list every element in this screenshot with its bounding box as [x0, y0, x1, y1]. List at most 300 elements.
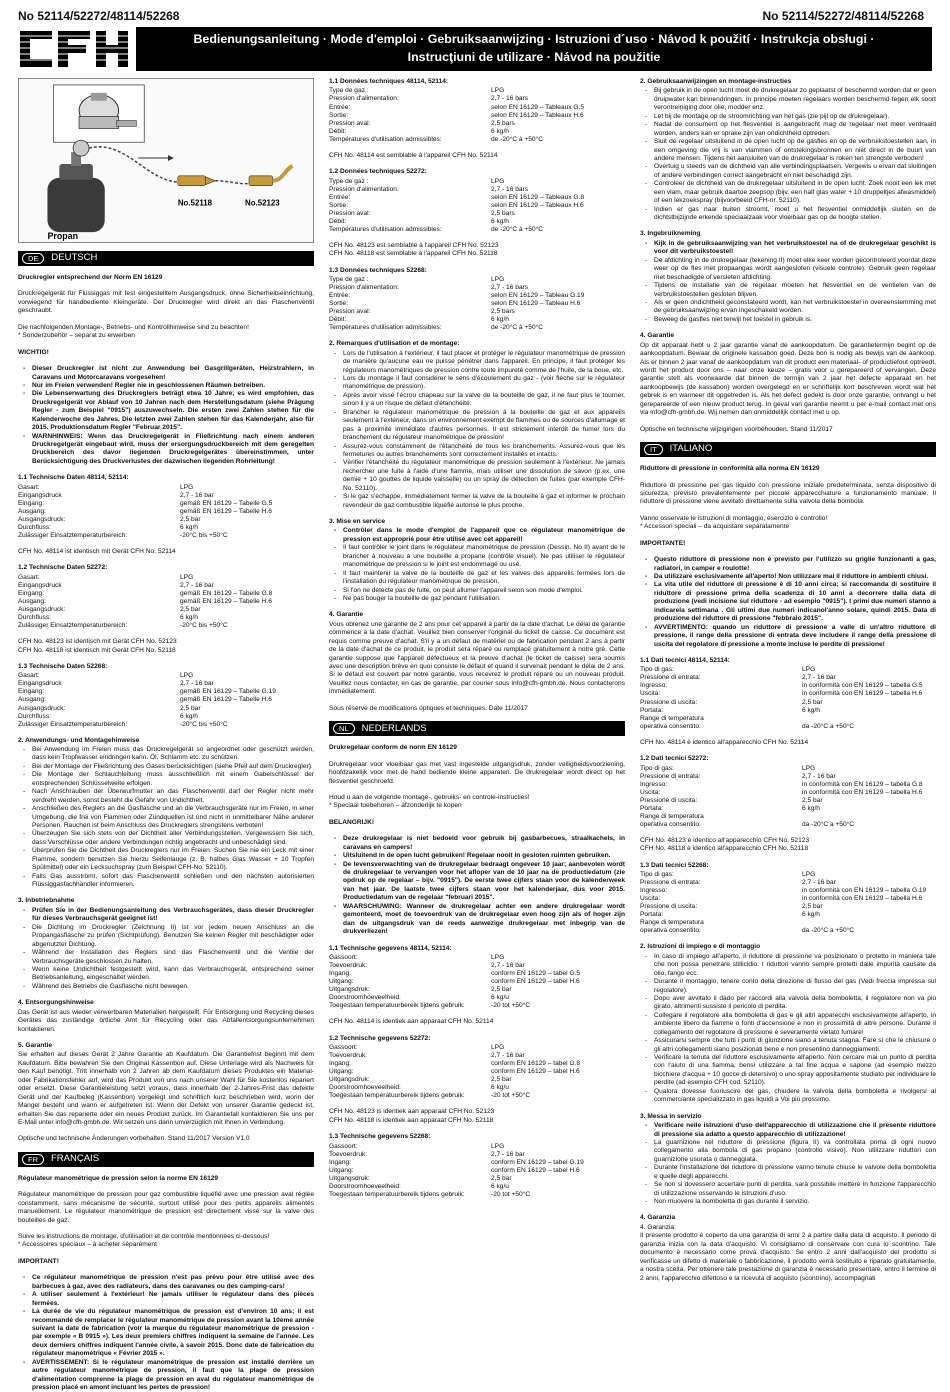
spec-value: LPG — [491, 276, 505, 284]
spec-value: selon EN 16129 – Tableau H.6 — [491, 300, 581, 308]
spec-row — [329, 104, 625, 112]
spec-key: Ausgang: — [18, 507, 46, 515]
spec-note: CFH No. 48123 is identiek aan apparaat CFH No. 52123 — [329, 1108, 495, 1116]
spec-key: Uitgangsdruk: — [329, 986, 370, 994]
spec-row — [329, 194, 625, 202]
spec-title: 1.3 Données techniques 52268: — [329, 266, 427, 274]
spec-note: CFH No. 48123 est semblable à l'appareil CFH No. 52123 — [329, 241, 499, 249]
spec-row — [329, 87, 625, 95]
spec-value: -20°C bis +50°C — [180, 622, 228, 630]
spec-value: 6 kg/h — [802, 706, 820, 714]
language-name: FRANÇAIS — [51, 1153, 100, 1165]
spec-key: Ausgangsdruck: — [18, 515, 66, 523]
section-4-title: 4. Entsorgungshinweise — [18, 999, 94, 1007]
document-number-right: No 52114/52272/48114/52268 — [762, 9, 924, 23]
section-3-bold-list — [329, 527, 625, 544]
language-name: NEDERLANDS — [361, 722, 427, 734]
spec-key: Entrée: — [329, 193, 351, 201]
spec-table — [329, 954, 625, 1010]
section-3-list-item: - Durante l'installazione del riduttore di pressione vanno tenute chiuse le valvole della bomboletta e quelle degli apparecchi. — [640, 1164, 936, 1181]
spec-key: Pressione di uscita: — [640, 698, 698, 706]
spec-key: Toevoerdruk: — [329, 962, 368, 969]
warning-list-item: - Da utilizzare esclusivamente all'aperto! Non utilizzare mai il riduttore in ambienti chiusi. — [640, 573, 936, 581]
spec-notes — [18, 548, 314, 556]
section-3-list-item: - De afdichting in de drukregelaar (tekening II) moet elke keer worden gecontroleerd voordat deze weer op de fles met propaangas wordt aangesloten (visuele controle). Gebruik geen regelaar met beschadigde of versleten afdichting. — [640, 257, 936, 282]
spec-key: operativa consentito: — [640, 927, 701, 935]
spec-row — [640, 707, 936, 715]
section-francais-continued — [329, 78, 625, 713]
spec-notes — [640, 739, 936, 747]
spec-key: Type de gaz : — [329, 276, 369, 284]
section-3-list — [640, 1139, 936, 1207]
section-2-list-item: - Falls Gas ausströmt, sofort das Flaschenventil schließen und den nächsten autorisierten Flüssiggasfachhändler informieren. — [18, 873, 314, 890]
language-badge: IT — [644, 444, 663, 455]
intro-notes: Die nachfolgenden Montage-, Betriebs- und Kontrollhinweise sind zu beachten! * Sonderzubehör – separat zu erwerben — [18, 323, 249, 340]
section-2-list-item: - Controleer de dichtheid van de drukregelaar uitsluitend in de open lucht. Zoek nooit een lek met een vlam, maar gebruik daartoe zeepsop (bijv. een half glas water + 10 druppeltjes afwasmiddel) of een lekzoekspray (bijvoorbeeld CFH-nr. 52110). — [640, 180, 936, 205]
spec-row — [18, 532, 314, 540]
spec-key: Pressione di uscita: — [640, 903, 698, 911]
spec-row — [329, 1068, 625, 1076]
warning-list-item: - Die Lebenserwartung des Druckreglers beträgt etwa 10 Jahre; es wird empfohlen, das Druckregelgerät vor Ablauf von 10 Jahren nach dem Herstellungsdatum (siehe Prägung Regler - zum Beispiel "0915") auszuwechseln. Die ersten zwei Zahlen stehen für die Kalenderwoche des Jahres. Die letzten zwei Zahlen stehen für das Kalenderjahr, also für 2015. Produktionsdatum Regler "Februar 2015". — [18, 390, 314, 432]
spec-value: de -20°C à +50°C — [491, 225, 544, 233]
spec-value: 2,7 - 16 bars — [491, 284, 529, 292]
spec-value: LPG — [491, 87, 505, 95]
section-2-list-item: - Si le gaz s'échappe, immédiatement fermer la valve de la bouteille à gaz et informer le prochain revendeur de gaz combustible liquéfié autorisé le plus proche. — [329, 493, 625, 510]
spec-key: Entrée: — [329, 292, 351, 300]
spec-row — [18, 680, 314, 688]
section-3-list-item: - Als er geen ondichtheid geconstateerd wordt, kan het verbruikstoestel in overeenstemming met de gebruiksaanwijzing ervan ingeschakeld worden. — [640, 299, 936, 316]
warning-heading: BELANGRIJK! — [329, 818, 375, 826]
spec-key: Portata: — [640, 706, 664, 714]
spec-key: Pression d'alimentation: — [329, 284, 399, 292]
spec-value: -20 tot +50°C — [491, 1002, 531, 1010]
section-2-list-item: - Assurez-vous constamment de l'étanchéité de tous les branchements. Assurez-vous que les fermetures ou autres branchements sont correctement installés et intacts. — [329, 443, 625, 460]
spec-value: selon EN 16129 – Tableau G.19 — [491, 292, 585, 300]
spec-table — [640, 765, 936, 829]
spec-key: Températures d'utilisation admissibles: — [329, 135, 442, 143]
spec-row — [329, 226, 625, 234]
spec-value: 6 kg/h — [180, 614, 198, 621]
spec-key: Ingresso: — [640, 887, 668, 895]
language-header-nl — [329, 721, 625, 736]
spec-row — [329, 1167, 625, 1175]
section-2-list-item: - Brancher le régulateur manométrique de pression à la bouteille de gaz et aux appareils seulement à l'extérieur, dans un environnement exempt de flammes ou de sources d'allumage et pas à proximité immédiate d'autres personnes. Il est strictement interdit de fumer lors du branchement du régulateur manométrique de pression! — [329, 409, 625, 443]
spec-value: conform EN 16129 – tabel H.6 — [491, 1166, 580, 1174]
spec-key: Zulässiger Einsatztemperaturbereich: — [18, 531, 128, 539]
spec-key: Type de gaz : — [329, 177, 369, 185]
spec-row — [329, 316, 625, 324]
spec-key: Pressione di entrata: — [640, 772, 701, 780]
section-3-bold-list-item: - Verificare nelle istruzioni d'uso dell'apparecchio di utilizzazione che il presente riduttore di pressione sia adatto a questo apparecchio di utilizzazione! — [640, 1122, 936, 1139]
spec-row — [329, 186, 625, 194]
spec-row — [640, 715, 936, 723]
spec-table — [329, 276, 625, 332]
warning-list-item: - La vita utile del riduttore di pressione è di 10 anni circa; si raccomanda di sostituire il riduttore di pressione prima della scadenza di 10 anni a decorrere dalla data di produzione (vedi incisione sul riduttore - ad esempio "0915"). I primi due numeri stanno a indicarela settimana . Gli ultimi due numeri indicanol'anno solare, quindi 2015. Data di produzione del riduttore di pressione "febbraio 2015". — [640, 581, 936, 623]
spec-value: in conformità con EN 16129 – tabella H.6 — [802, 690, 923, 698]
spec-key: Gasart: — [18, 573, 40, 581]
spec-value: -20°C bis +50°C — [180, 531, 228, 539]
spec-row — [640, 723, 936, 731]
spec-key: Sortie: — [329, 111, 349, 119]
section-3-bold-list-item: - Prüfen Sie in der Bedienungsanleitung des Verbrauchsgerätes, dass dieser Druckregler für dieses Verbrauchsgerät geeignet ist! — [18, 907, 314, 924]
spec-table — [640, 666, 936, 730]
spec-key: Pressione di entrata: — [640, 674, 701, 682]
spec-row — [640, 927, 936, 935]
spec-row — [640, 871, 936, 879]
section-3-list-item: - Tijdens de installatie van de regelaar moeten het flesventiel en de ventielen van de verbruikstoestellen gesloten blijven. — [640, 282, 936, 299]
spec-value: in conformità con EN 16129 – tabella G.5 — [802, 682, 923, 690]
spec-key: Ausgangsdruck: — [18, 704, 66, 712]
spec-value: 2,5 bar — [491, 986, 512, 994]
spec-note: CFH No. 48118 is identiek aan apparaat CFH No. 52118 — [329, 1116, 494, 1124]
intro-notes: Vanno osservate le istruzioni di montaggio, esercizio e controllo! * Accessori speciali – da acquistare separatamente — [640, 514, 828, 531]
spec-value: de -20°C à +50°C — [491, 324, 544, 332]
spec-value: conform EN 16129 – tabel H.6 — [491, 978, 580, 986]
spec-key: Eingangsdruck — [18, 491, 62, 499]
spec-key: Uitgang: — [329, 1166, 354, 1174]
section-2-list-item: - Qualora dovesse fuoriuscire del gas, chiudere la valvola della bomboletta e rivolgersi al commerciante specializzato in gas liquidi a Voi più prossimo. — [640, 1088, 936, 1105]
warning-list-item: - Questo riduttore di pressione non è previsto per l'utilizzo su griglie funzionanti a gas, radiatori, in camper e roulotte! — [640, 556, 936, 573]
section-4-title: 4. Garanzia — [640, 1214, 676, 1222]
spec-key: Ingang: — [329, 1060, 351, 1068]
section-3-title: 3. Messa in servizio — [640, 1112, 702, 1120]
section-3-list-item: - Während des Betriebs die Gasflasche nicht bewegen. — [18, 983, 314, 991]
footer-note: Sous réserve de modifications optiques et techniques. Date 11/2017 — [329, 704, 528, 712]
spec-key: Type de gaz : — [329, 87, 369, 95]
language-name: ITALIANO — [669, 443, 713, 455]
section-nederlands-continued — [640, 78, 936, 434]
spec-row — [640, 674, 936, 682]
spec-value: conform EN 16129 – tabel H.6 — [491, 1068, 580, 1076]
spec-notes — [18, 638, 314, 655]
section-3-title: 3. Inbetriebnahme — [18, 897, 75, 905]
section-3-list-item: - Non muovere la bomboletta di gas durante il servizio. — [640, 1198, 936, 1206]
section-2-list-item: - Après avoir vissé l'écrou chapeau sur la valve de la bouteille de gaz, il ne faut plus le tourner, sinon il y a un risque de défaut d'étanchéité. — [329, 392, 625, 409]
spec-row — [640, 911, 936, 919]
spec-value: 6 kg/h — [491, 127, 509, 135]
spec-key: Températures d'utilisation admissibles: — [329, 324, 442, 332]
spec-row — [329, 300, 625, 308]
spec-key: Toegestaan temperatuurbereik tijdens gebruik: — [329, 1190, 465, 1198]
section-francais — [18, 1152, 314, 1392]
spec-note: CFH No. 48118 è identico all'apparecchio CFH No. 52118 — [640, 845, 809, 853]
section-3-list-item: - Die Dichtung im Druckregler (Zeichnung II) ist vor jedem neuen Anschluss an die Propangasflasche zu prüfen (Sichtprüfung). Benutzen Sie keinen Regler mit beschädigter oder abgenutzter Dichtung. — [18, 924, 314, 949]
spec-key: Ingresso: — [640, 682, 668, 690]
section-2-list-item: - Assicurarsi sempre che tutti i punti di giunzione siano a tenuta stagna. Fare sì che le chiusure o gli altri collegamenti siano posizionati bene e non presentino danneggiamenti. — [640, 1037, 936, 1054]
section-2-list-item: - Verificare la tenuta del riduttore esclusivamente all'aperto. Non cercare mai un punto di perdita con l'aiuto di una fiamma, bensì utilizzare a tal fine acqua e sapone (ad esempio mezzo bicchiere d'acqua + 10 gocce di detersivo) o uno spray appositamente studiato per individuare le perdite (ad esempio CFH cod. 52110). — [640, 1054, 936, 1088]
spec-value: in conformità con EN 16129 – tabella H.6 — [802, 895, 923, 903]
section-2-list-item: - Überzeugen Sie sich stets von der Dichtheit aller Verbindungsstellen. Vergewissern Sie sich, dass Verschlüsse oder andere Verbindungen richtig angebracht und unbeschädigt sind. — [18, 830, 314, 847]
language-name: DEUTSCH — [51, 252, 98, 264]
banner-line-2: Instrucţiuni de utilizare · Návod na použitie — [407, 50, 661, 64]
spec-value: LPG — [491, 1044, 505, 1052]
spec-row — [18, 705, 314, 713]
intro-text: Drukregelaar voor vloeibaar gas met vast ingestelde uitgangsdruk, zonder veiligheidsvoorziening, hoofdzakelijk voor met de hand bediende kleine apparaten. De drukregelaar wordt direct op het flesventiel geschroefd. — [329, 760, 625, 785]
warning-list-item: - Nur im Freien verwenden! Regler nie in geschlossenen Räumen betreiben. — [18, 382, 314, 390]
section-2-list-item: - Lors de l'utilisation à l'extérieur, il faut placer et protéger le régulateur manométrique de pression de manière qu'aucune eau ne puisse pénétrer dans l'appareil. En principe, il faut protéger les régulateurs manométriques de pression contre toute impureté comme de l'huile, de la boue, etc. — [329, 350, 625, 375]
spec-value: 6 kg/h — [491, 217, 509, 225]
spec-table — [18, 672, 314, 728]
spec-value: 2,7 - 16 bar — [802, 879, 836, 887]
language-header-de — [18, 251, 314, 266]
section-3-bold-list-item: - Kijk in de gebruiksaanwijzing van het verbruikstoestel na of de drukregelaar geschikt is voor dit verbruikstoestel! — [640, 240, 936, 257]
warning-list — [18, 365, 314, 466]
spec-key: Tipo di gas: — [640, 764, 674, 772]
spec-key: Uitgang: — [329, 978, 354, 986]
spec-value: 2,5 bar — [802, 698, 823, 706]
spec-key: Pression aval: — [329, 308, 371, 316]
model-label-a: No.52118 — [177, 198, 213, 208]
spec-value: 2,7 - 16 bar — [491, 1052, 525, 1060]
spec-key: Toevoerdruk: — [329, 1150, 368, 1158]
spec-value: 6 kg/h — [180, 712, 198, 720]
spec-value: LPG — [491, 177, 505, 185]
spec-value: 2,5 bar — [180, 704, 201, 712]
section-2-list-item: - Bei Anwendung im Freien muss das Druckregelgerät so angeordnet oder geschützt werden, dass kein Tropfwasser eindringen kann. Öl, Schlamm etc. zu schützen. — [18, 746, 314, 763]
intro-notes: Suive les instructions de montage, d'utilisation et de contrôle mentionnées ci-dessous! * Accessoires spéciaux – à acheter séparément — [18, 1233, 270, 1249]
section-3-bold-list — [640, 1122, 936, 1139]
spec-value: LPG — [802, 764, 816, 772]
spec-row — [640, 919, 936, 927]
spec-title: 1.2 Données techniques 52272: — [329, 168, 427, 176]
section-3-list — [640, 257, 936, 325]
section-3-title: 3. Mise en service — [329, 518, 386, 526]
section-3-list-item: - Il faut contrôler le joint dans le régulateur manométrique de pression (Dessin. No II) avant de le brancher à nouveau à une bouteille à propane (contrôle visuel). Ne pas utiliser le régulateur manométrique de pression si le joint est endommagé ou usé. — [329, 544, 625, 569]
spec-value: da -20°C a +50°C — [802, 927, 855, 935]
spec-key: Pression aval: — [329, 209, 371, 217]
section-2-list-item: - Die Montage der Schlauchleitung muss ausschließlich mit einem Gabelschlüssel der entsprechenden Schlüsselweite erfolgen. — [18, 771, 314, 788]
spec-value: LPG — [180, 483, 194, 491]
spec-row — [329, 1052, 625, 1060]
spec-value: conform EN 16129 – tabel G.5 — [491, 970, 581, 978]
norm-title: Riduttore di pressione in conformità alla norma EN 16129 — [640, 465, 820, 473]
spec-key: Toegestaan temperatuurbereik tijdens gebruik: — [329, 1092, 465, 1100]
spec-value: LPG — [180, 573, 194, 581]
spec-key: Range di temperatura — [640, 919, 704, 927]
spec-value: da -20°C a +50°C — [802, 820, 855, 828]
spec-key: Ausgang: — [18, 597, 46, 605]
spec-row — [329, 128, 625, 136]
spec-row — [329, 1183, 625, 1191]
section-2-title: 2. Remarques d'utilisation et de montage: — [329, 340, 460, 348]
warning-list — [640, 556, 936, 649]
section-2-list — [640, 953, 936, 1105]
spec-notes — [329, 152, 625, 160]
spec-row — [329, 1076, 625, 1084]
product-illustration — [18, 78, 314, 243]
section-4-text: 4. Garanzia: Il presente prodotto è coperto da una garanzia di anni 2 a partire dalla data di acquisto. Il periodo di garanzia inizia con la data d'acquisto. Vi consigliamo di conservare con cura lo scontrino. Tale documento è necessario come prova d'acquisto. Se entro 2 anni dall'acquisto del prodotto si verificasse un difetto di materiale o fabbricazione, il prodotto verrà sostituito e riparato gratuitamente, a nostra scelta. Per ottenere tale prestazione di garanzia è necessario presentare, entro il termine di 2 anni, l'apparecchio difettoso e la ricevuta di acquisto (scontrino), accompagnati — [640, 1223, 936, 1282]
spec-row — [18, 721, 314, 729]
warning-list-item: - Ce régulateur manométrique de pression n'est pas prévu pour être utilisé avec des barbecues à gaz, avec des radiateurs, dans des caravanes ou des camping-cars! — [18, 1274, 314, 1291]
spec-value: -20 tot +50°C — [491, 1092, 531, 1100]
spec-value — [802, 813, 936, 821]
spec-key: Zulässiger Einsatztemperaturbereich: — [18, 720, 128, 728]
spec-key: Uscita: — [640, 788, 661, 796]
spec-row — [329, 1084, 625, 1092]
section-3-bold-list — [640, 240, 936, 257]
section-deutsch — [18, 251, 314, 1144]
spec-value: 2,5 bar — [802, 903, 823, 911]
section-2-list — [640, 87, 936, 222]
column-3 — [640, 78, 936, 1336]
spec-value: da -20°C a +50°C — [802, 722, 855, 730]
spec-row — [329, 112, 625, 120]
document-number-left: No 52114/52272/48114/52268 — [18, 9, 180, 23]
spec-value: LPG — [802, 871, 816, 879]
spec-row — [18, 598, 314, 606]
section-2-title: 2. Istruzioni di impiego e di montaggio — [640, 943, 761, 951]
spec-table — [18, 484, 314, 540]
spec-value: 2,5 bar — [491, 1076, 512, 1084]
spec-key: Doorstroomhoeveelheid: — [329, 1182, 401, 1190]
spec-key: Durchfluss: — [18, 614, 51, 621]
spec-value: selon EN 16129 – Tableaux H.6 — [491, 201, 584, 209]
spec-key: Débit: — [329, 316, 347, 324]
spec-title: 1.3 Technische gegevens 52268: — [329, 1133, 431, 1141]
spec-row — [329, 1175, 625, 1183]
spec-row — [329, 954, 625, 962]
spec-key: Eingang: — [18, 499, 45, 507]
spec-value: 2,7 - 16 bar — [491, 962, 525, 969]
spec-key: Tipo di gas: — [640, 871, 674, 879]
spec-key: Eingang: — [18, 688, 45, 696]
column-1 — [18, 78, 314, 1392]
section-3-bold-list — [18, 907, 314, 924]
warning-list-item: - La durée de vie du régulateur manométrique de pression est d'environ 10 ans; il est recommandé de remplacer le régulateur manométrique de pression avant la 10ème année suivant la date de fabrication (voir la marque du régulateur manométrique de pression - par exemple « B 0915 »). Les deux premiers chiffres indiquent la semaine de l'année. Les deux derniers chiffres indiquent l'année civile, à savoir 2015. Donc date de fabrication du régulateur manométrique « Février 2015 ». — [18, 1308, 314, 1359]
section-3-list — [329, 544, 625, 603]
spec-row — [329, 986, 625, 994]
spec-table — [329, 1143, 625, 1199]
spec-row — [329, 994, 625, 1002]
spec-row — [329, 120, 625, 128]
spec-row — [18, 614, 314, 622]
spec-key: Durchfluss: — [18, 523, 51, 531]
spec-key: Toegestaan temperatuurbereik tijdens gebruik: — [329, 1002, 465, 1010]
intro-text: Riduttore di pressione per gas liquido con pressione iniziale predeterminata, senza dispositivo di sicurezza, previsto prevalentemente per piccole apparecchiature a funzionamento manuale. Il riduttore di pressione viene avvitato direttamente sulla valvola della bombola. — [640, 481, 936, 506]
spec-value: gemäß EN 16129 – Tabelle G.5 — [180, 499, 273, 507]
spec-row — [329, 1143, 625, 1151]
spec-title: 1.1 Données techniques 48114, 52114: — [329, 78, 449, 85]
section-2-list — [18, 746, 314, 889]
spec-note: CFH No. 48114 est semblable à l'appareil CFH No. 52114 — [329, 151, 498, 159]
spec-title: 1.3 Technische Daten 52268: — [18, 662, 108, 670]
spec-key: Durchfluss: — [18, 712, 51, 720]
spec-key: Sortie: — [329, 201, 349, 209]
section-3-list-item: - Beweeg de gasfles niet terwijl het toestel in gebruik is. — [640, 316, 936, 324]
spec-value: 2,7 - 16 bar — [180, 680, 214, 688]
spec-value: conform EN 16129 – tabel G.19 — [491, 1158, 584, 1166]
spec-key: Pression d'alimentation: — [329, 95, 399, 103]
section-2-list-item: - In caso di impiego all'aperto, il riduttore di pressione va posizionato o protetto in maniera tale che non possa penetrare stillicidio. I riduttori vanno sempre protetti dalle impurità causate da olio, fango ecc. — [640, 953, 936, 978]
section-3-list-item: - Wenn keine Undichtheit festgestellt wird, kann das Verbrauchsgerät, entsprechend seiner Betriebsanleitung, eingeschaltet werden. — [18, 966, 314, 983]
section-2-list-item: - Overtuig u steeds van de dichtheid van alle verbindingsplaatsen. Vergewis u ervan dat sluitingen of andere verbindingen correct aangebracht en niet beschadigd zijn. — [640, 163, 936, 180]
spec-row — [329, 178, 625, 186]
spec-row — [329, 962, 625, 970]
spec-row — [329, 284, 625, 292]
spec-notes — [329, 1108, 625, 1125]
section-3-list-item: - Il faut maintenir la valve de la bouteille de gaz et les valves des appareils fermées lors de l'installation du régulateur manométrique de pression. — [329, 570, 625, 587]
spec-key: Eingang: — [18, 589, 45, 597]
spec-row — [18, 688, 314, 696]
spec-note: CFH No. 48114 ist identisch mit Gerät CFH No. 52114 — [18, 547, 176, 555]
warning-list-item: - WARNHINWEIS: Wenn das Druckregelgerät in Fließrichtung nach einem anderen Druckregelgerät eingebaut wird, muss der ersorgungsdruckbereich mit dem geregelten Druckbereich des davor liegenden Druckregelgerätes übereinstimmen, unter Berücksichtigung des Druckverlustes der dazwischen liegenden Rohrleitung! — [18, 433, 314, 467]
spec-title: 1.3 Dati tecnici 52268: — [640, 861, 709, 869]
spec-value: de -20°C à +50°C — [491, 135, 544, 143]
footer-note: Optische en technische wijzigingen voorbehouden. Stand 11/2017 — [640, 425, 833, 433]
spec-row — [640, 789, 936, 797]
spec-key: Range di temperatura — [640, 714, 704, 722]
spec-value: selon EN 16129 – Tableaux H.6 — [491, 111, 584, 119]
spec-key: Gassoort: — [329, 1044, 358, 1052]
spec-row — [329, 136, 625, 144]
title-banner — [136, 27, 932, 71]
spec-row — [329, 1060, 625, 1068]
spec-value: 2,5 bar — [491, 1174, 512, 1182]
column-2 — [329, 78, 625, 1336]
section-2-list-item: - Überprüfen Sie die Dichtheit des Druckreglers nur im Freien. Suchen Sie nie ein Leck mit einer Flamme, sondern benutzen Sie hierzu Seifenlauge (z. B. halbes Glas Wasser + 10 Tropfen Spülmittel) oder ein Lecksuchspray (zum Beispiel CFH-No. 52110). — [18, 847, 314, 872]
warning-list-item: - Uitsluitend in de open lucht gebruiken! Regelaar nooit in gesloten ruimten gebruiken. — [329, 852, 625, 860]
warning-list-item: - De levensverwachting van de drukregelaar bedraagt ongeveer 10 jaar; aanbevolen wordt de drukregelaar te vervangen voor het afloper van de 10 jaar na de productiedatum (zie opdruk op de regelaar – bijv. "0915"). De eerste twee cijfers staan voor de kalenderweek van het jaar. De laatste twee cijfers staan voor het kalenderjaar, dus voor 2015. Productiedatum van de regelaar "februari 2015". — [329, 861, 625, 903]
section-2-list-item: - Dopo aver avvitato il dado per raccordi alla valvola della bomboletta, il regolatore non va più girato, altrimenti sussiste il pericolo di perdita. — [640, 995, 936, 1012]
spec-title: 1.1 Dati tecnici 48114, 52114: — [640, 656, 730, 664]
section-5-title: 5. Garantie — [18, 1042, 53, 1050]
spec-value: LPG — [180, 672, 194, 680]
spec-title: 1.2 Dati tecnici 52272: — [640, 755, 709, 763]
spec-key: Pression d'alimentation: — [329, 185, 399, 193]
spec-row — [18, 492, 314, 500]
spec-row — [18, 516, 314, 524]
spec-note: CFH No. 48114 is identiek aan apparaat CFH No. 52114 — [329, 1018, 494, 1026]
warning-heading: WICHTIG! — [18, 348, 49, 356]
propane-label: Propan — [47, 231, 79, 242]
spec-value: 2,5 bars — [491, 119, 515, 127]
language-header-it — [640, 442, 936, 457]
spec-note: CFH No. 48123 ist identisch mit Gerät CFH No. 52123 — [18, 638, 177, 646]
spec-table — [329, 87, 625, 143]
spec-value: -20 tot +50°C — [491, 1190, 531, 1198]
section-italiano — [640, 442, 936, 1283]
section-2-title: 2. Anwendungs- und Montagehinweise — [18, 736, 140, 744]
section-2-list-item: - Anschließen des Reglers an die Gasflasche und an die Verbrauchsgeräte nur im Freien, in einer Umgebung, die frei von Flammen oder Zündquellen ist und nicht in unmittelbarer Nähe anderer Personen. Rauchen ist beim Anschluss des Druckreglers strengstens verboten! — [18, 805, 314, 830]
spec-value: gemäß EN 16129 – Tabelle G.8 — [180, 589, 273, 597]
warning-heading: IMPORTANT! — [18, 1257, 59, 1265]
spec-note: CFH No. 48118 ist identisch mit Gerät CFH No. 52118 — [18, 646, 176, 654]
spec-key: Portata: — [640, 911, 664, 919]
spec-key: Uitgangsdruk: — [329, 1076, 370, 1084]
warning-list-item: - Dieser Druckregler ist nicht zur Anwendung bei Gasgrillgeräten, Heizstrahlern, in Caravans und Motorcaravans vorgesehen! — [18, 365, 314, 382]
spec-key: Doorstroomhoeveelheid: — [329, 994, 401, 1002]
spec-key: Ingresso: — [640, 780, 668, 788]
warning-list-item: - WAARSCHUWING: Wanneer de drukregelaar achter een andere drukregelaar wordt gemonteerd, moet de toevoerdruk van de drukregelaar even hoog zijn als of hoger zijn dan de uitgangsdruk van de reeds aanwezige drukregelaar met inbegrip van de drukverliezen! — [329, 903, 625, 937]
spec-value: 2,7 - 16 bar — [180, 581, 214, 589]
spec-table — [18, 574, 314, 630]
spec-row — [329, 218, 625, 226]
spec-key: Gasart: — [18, 672, 40, 680]
spec-key: Zulässiger Einsatztemperaturbereich: — [18, 622, 128, 630]
section-4-text: Das Gerät ist aus wieder verwertbaren Materialien hergestellt. Für Entsorgung und Recycling dieses Gerätes das zuständige örtliche Amt für Recycling oder das Abfallentsorgungsunternehmen kontaktieren. — [18, 1008, 314, 1033]
section-2-title: 2. Gebruiksaanwijzingen en montage-instructies — [640, 78, 792, 85]
spec-row — [640, 699, 936, 707]
spec-row — [18, 574, 314, 582]
spec-key: Ingang: — [329, 1158, 351, 1166]
spec-key: Entrée: — [329, 103, 351, 111]
spec-row — [18, 606, 314, 614]
section-3-list-item: - Si l'on ne détecte pas de fuite, on peut allumer l'appareil selon son mode d'emploi. — [329, 587, 625, 595]
cfh-logo — [18, 27, 130, 71]
spec-row — [640, 813, 936, 821]
spec-row — [18, 696, 314, 704]
spec-value — [802, 715, 936, 723]
